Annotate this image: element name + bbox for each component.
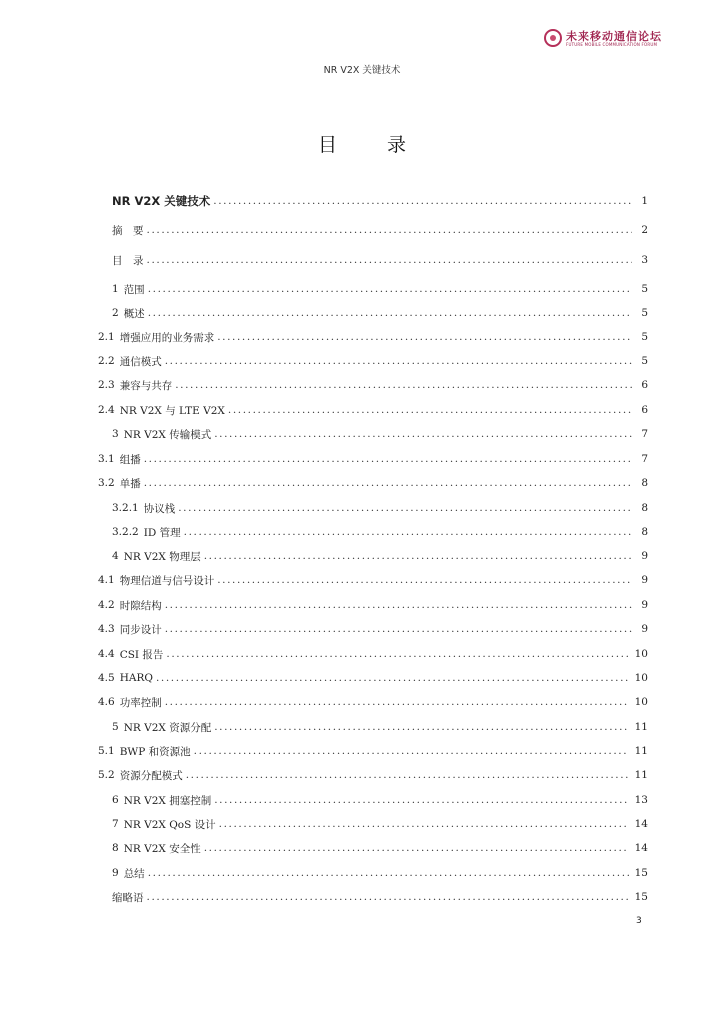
toc-entry-title: NR V2X 物理层	[123, 550, 201, 563]
toc-leader-dots	[148, 866, 629, 880]
toc-entry-number: 2.3	[98, 379, 115, 391]
toc-leader-dots	[175, 378, 632, 392]
toc-entry[interactable]	[98, 668, 648, 688]
toc-entry-page: 14	[634, 818, 648, 830]
toc-entry-title: 组播	[119, 453, 141, 466]
toc-leader-dots	[204, 549, 632, 563]
toc-entry-number: 9	[112, 867, 119, 879]
toc-entry-number: 2	[112, 307, 119, 319]
toc-entry-number: 3.2	[98, 477, 115, 489]
toc-leader-dots	[214, 427, 632, 441]
toc-entry-page: 6	[641, 404, 648, 416]
toc-entry-title: NR V2X 安全性	[123, 842, 201, 855]
toc-entry-title: NR V2X 拥塞控制	[123, 794, 212, 807]
toc-leader-dots	[194, 744, 629, 758]
toc-entry-title: 总结	[123, 867, 145, 880]
toc-entry-title: BWP 和资源池	[119, 745, 191, 758]
toc-entry-number: 4.2	[98, 599, 115, 611]
toc-leader-dots	[144, 476, 632, 490]
toc-entry-page: 9	[641, 550, 648, 562]
toc-entry[interactable]	[112, 814, 648, 834]
toc-entry-number: 3.2.1	[112, 502, 139, 514]
toc-entry-title: 时隙结构	[119, 599, 162, 612]
toc-entry-title: 单播	[119, 477, 141, 490]
toc-entry[interactable]	[112, 522, 648, 542]
toc-leader-dots	[165, 598, 632, 612]
toc-leader-dots	[217, 330, 632, 344]
toc-entry-number: 7	[112, 818, 119, 830]
toc-leader-dots	[144, 452, 632, 466]
toc-entry-number: 3	[112, 428, 119, 440]
toc-entry-number: 4	[112, 550, 119, 562]
toc-entry-number: 5	[112, 721, 119, 733]
toc-entry[interactable]	[112, 191, 648, 211]
toc-entry-page: 8	[641, 502, 648, 514]
toc-entry-page: 7	[641, 428, 648, 440]
toc-entry-page: 5	[641, 331, 648, 343]
toc-entry-page: 8	[641, 526, 648, 538]
toc-entry[interactable]	[112, 220, 648, 240]
toc-entry-page: 3	[641, 254, 648, 266]
toc-leader-dots	[214, 720, 628, 734]
toc-entry[interactable]	[112, 250, 648, 270]
toc-entry[interactable]	[98, 327, 648, 347]
toc-leader-dots	[165, 695, 629, 709]
toc-entry[interactable]	[98, 351, 648, 371]
toc-entry-title: 摘 要	[112, 224, 144, 237]
toc-leader-dots	[165, 354, 632, 368]
toc-entry-page: 5	[641, 283, 648, 295]
toc-entry-number: 4.1	[98, 574, 115, 586]
toc-entry[interactable]	[98, 619, 648, 639]
toc-leader-dots	[165, 622, 632, 636]
toc-entry-page: 11	[634, 721, 648, 733]
toc-entry[interactable]	[98, 449, 648, 469]
toc-leader-dots	[148, 306, 632, 320]
toc-entry-title: 通信模式	[119, 355, 162, 368]
toc-entry-page: 10	[634, 672, 648, 684]
toc-entry[interactable]	[112, 838, 648, 858]
toc-entry-page: 9	[641, 623, 648, 635]
toc-entry-title: 范围	[123, 283, 145, 296]
toc-entry[interactable]	[112, 279, 648, 299]
toc-entry-number: 6	[112, 794, 119, 806]
toc-entry-page: 14	[634, 842, 648, 854]
toc-leader-dots	[214, 793, 628, 807]
toc-entry-page: 11	[634, 745, 648, 757]
toc-entry-number: 4.4	[98, 648, 115, 660]
toc-entry[interactable]	[98, 644, 648, 664]
toc-entry-page: 6	[641, 379, 648, 391]
toc-entry-title: 同步设计	[119, 623, 162, 636]
toc-leader-dots	[156, 671, 629, 685]
toc-entry-page: 8	[641, 477, 648, 489]
toc-entry-page: 15	[634, 891, 648, 903]
toc-entry-title: NR V2X 关键技术	[112, 194, 211, 208]
toc-leader-dots	[178, 501, 632, 515]
toc-entry[interactable]	[98, 375, 648, 395]
toc-entry[interactable]	[112, 717, 648, 737]
toc-entry-page: 5	[641, 355, 648, 367]
toc-entry-title: NR V2X QoS 设计	[123, 818, 216, 831]
toc-leader-dots	[148, 282, 632, 296]
toc-entry-page: 5	[641, 307, 648, 319]
forum-name-cn: 未来移动通信论坛	[566, 30, 662, 43]
toc-entry-page: 9	[641, 574, 648, 586]
toc-entry[interactable]	[98, 400, 648, 420]
toc-leader-dots	[147, 890, 629, 904]
toc-entry-number: 5.2	[98, 769, 115, 781]
toc-entry-title: NR V2X 资源分配	[123, 721, 212, 734]
toc-leader-dots	[147, 223, 633, 237]
toc-entry[interactable]	[98, 473, 648, 493]
toc-entry-number: 2.2	[98, 355, 115, 367]
toc-entry-page: 13	[634, 794, 648, 806]
toc-entry-title: 协议栈	[143, 502, 176, 515]
toc-entry-title: 目 录	[112, 254, 144, 267]
toc-entry-title: NR V2X 传输模式	[123, 428, 212, 441]
page-number: 3	[636, 916, 642, 926]
toc-entry-number: 4.6	[98, 696, 115, 708]
toc-entry-page: 15	[634, 867, 648, 879]
toc-entry-title: NR V2X 与 LTE V2X	[119, 404, 225, 417]
toc-entry-number: 4.5	[98, 672, 115, 684]
forum-logo-icon	[544, 29, 562, 47]
toc-entry[interactable]	[112, 546, 648, 566]
toc-leader-dots	[184, 525, 632, 539]
toc-entry-page: 9	[641, 599, 648, 611]
toc-entry-title: 概述	[123, 307, 145, 320]
toc-entry-title: 物理信道与信号设计	[119, 574, 215, 587]
toc-entry-title: 缩略语	[112, 891, 144, 904]
toc-entry[interactable]	[98, 692, 648, 712]
toc-entry-number: 8	[112, 842, 119, 854]
toc-entry[interactable]	[98, 595, 648, 615]
toc-entry-title: ID 管理	[143, 526, 181, 539]
toc-entry-page: 10	[634, 648, 648, 660]
toc-entry[interactable]	[112, 887, 648, 907]
toc-leader-dots	[186, 768, 629, 782]
toc-entry-page: 10	[634, 696, 648, 708]
toc-entry-title: 资源分配模式	[119, 769, 183, 782]
toc-leader-dots	[213, 194, 632, 208]
toc-entry[interactable]	[98, 741, 648, 761]
toc-entry-number: 4.3	[98, 623, 115, 635]
toc-entry[interactable]	[112, 424, 648, 444]
toc-entry-page: 2	[641, 224, 648, 236]
toc-entry-number: 2.1	[98, 331, 115, 343]
toc-entry-page: 7	[641, 453, 648, 465]
toc-entry[interactable]	[112, 498, 648, 518]
toc-entry-page: 1	[641, 195, 648, 207]
toc-entry-number: 3.1	[98, 453, 115, 465]
toc-entry[interactable]	[112, 863, 648, 883]
toc-entry-title: 增强应用的业务需求	[119, 331, 215, 344]
toc-heading: 目 录	[317, 134, 429, 156]
toc-leader-dots	[166, 647, 628, 661]
toc-entry[interactable]	[98, 765, 648, 785]
toc-entry-number: 1	[112, 283, 119, 295]
toc-leader-dots	[147, 253, 633, 267]
toc-entry[interactable]	[112, 790, 648, 810]
toc-leader-dots	[204, 841, 629, 855]
toc-entry-number: 5.1	[98, 745, 115, 757]
toc-entry-title: 兼容与共存	[119, 379, 173, 392]
forum-logo	[544, 26, 674, 52]
toc-entry-title: 功率控制	[119, 696, 162, 709]
forum-name-en: FUTURE MOBILE COMMUNICATION FORUM	[566, 42, 658, 47]
toc-entry-number: 3.2.2	[112, 526, 139, 538]
toc-entry[interactable]	[112, 303, 648, 323]
toc-entry-title: HARQ	[119, 672, 153, 684]
toc-entry[interactable]	[98, 570, 648, 590]
running-header: NR V2X 关键技术	[323, 65, 401, 76]
toc-leader-dots	[217, 573, 632, 587]
toc-leader-dots	[228, 403, 632, 417]
toc-entry-number: 2.4	[98, 404, 115, 416]
toc-entry-title: CSI 报告	[119, 648, 164, 661]
toc-entry-page: 11	[634, 769, 648, 781]
toc-leader-dots	[219, 817, 629, 831]
